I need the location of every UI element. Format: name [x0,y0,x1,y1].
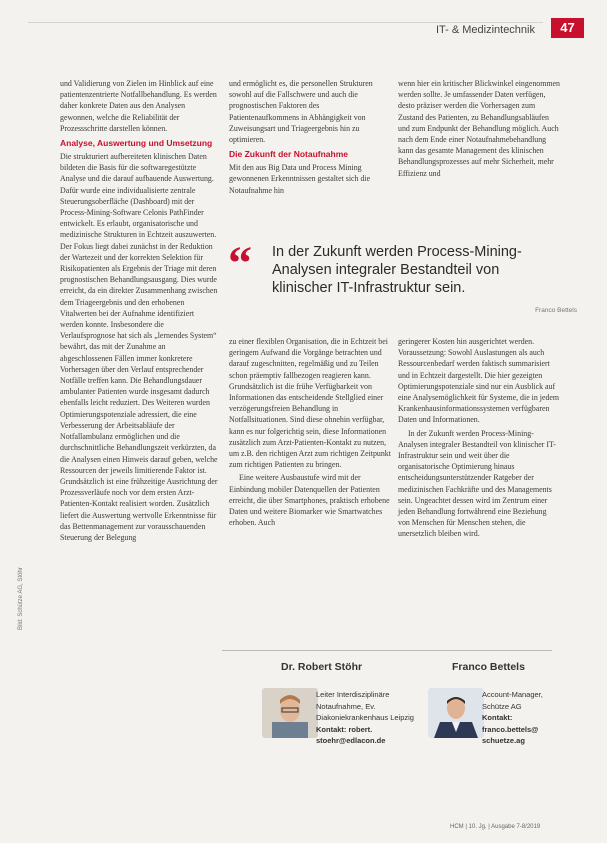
bio-text-bettels [482,689,562,747]
column-2-bottom-body2: Eine weitere Ausbaustufe wird mit der Einbindung mobiler Datenquellen der Patienten erreicht, die über Smartphones, praktisch erhobene Daten und weitere Biomarker wie Smartwatches erhoben. Auch [229,473,390,528]
quote-mark-icon: “ [228,237,252,290]
bio-contact-label-stoehr: Kontakt: robert. [316,724,373,734]
page-number-badge: 47 [551,18,584,38]
avatar-stoehr [262,688,318,738]
column-3-bottom [398,336,560,542]
pull-quote-author: Franco Bettels [535,307,577,314]
header-rule [28,22,543,23]
column-2-top-body2: Mit den aus Big Data und Process Mining gewonnenen Erkenntnissen gestaltet sich die Notaufnahme hin [229,163,371,195]
photo-credit: Bild: Schütze AG, Stöhr [18,567,24,630]
column-1 [60,78,218,545]
bio-text-stoehr [316,689,416,747]
section-label: IT- & Medizintechnik [435,24,535,36]
avatar-bettels [428,688,484,738]
bio-email-bettels-1[interactable]: franco.bettels@ [482,724,539,734]
bio-name-bettels: Franco Bettels [452,661,525,673]
column-3-bottom-body: geringerer Kosten hin ausgerichtet werden. Voraussetzung: Sowohl Auslastungen als auch Ressourcenbedarf werden faktisch summarisiert und in Echtzeit dargestellt. Die hier gezeigten Optimierungspotenziale sind nur ein Ausblick auf eine Analysemöglichkeit für Systeme, die in jedem Krankenhausinformationssystemen verfügbaren Daten und Informationen. [398,337,560,425]
pull-quote: In der Zukunft werden Process-Mining-Analysen integraler Bestandteil von klinischer IT-Infrastruktur sein. [272,244,522,296]
bio-role-bettels: Account-Manager, Schütze AG [482,690,543,711]
column-2-bottom [229,336,391,530]
column-3-top [398,78,560,181]
column-2-top-body: und ermöglicht es, die personellen Strukturen sowohl auf die Fallschwere und auch die prognostischen Faktoren des Patientenaufkommens in Abhängigkeit von Zuweisungsart und Triageergebnis hin zu optimieren. [229,79,373,145]
bio-email-stoehr[interactable]: stoehr@edlacon.de [316,736,386,745]
column-3-bottom-body2: In der Zukunft werden Process-Mining-Analysen integraler Bestandteil von klinischer IT-Infrastruktur sein und weit über die organisatorische Optimierung hinaus entscheidungsunterstützender Ratgeber der medizinischen Fachkräfte und des Managements sein. Ungeachtet dessen wird im Zentrum einer jeden Behandlung fortwährend eine Beziehung von Menschen für Menschen stehen, die unersetzlich bleiben wird. [398,428,556,539]
bio-contact-label-bettels: Kontakt: [482,713,513,722]
bio-divider [222,650,552,651]
bio-role-stoehr: Leiter Interdisziplinäre Notaufnahme, Ev. Diakoniekrankenhaus Leipzig [316,690,414,722]
bio-name-stoehr: Dr. Robert Stöhr [281,661,363,673]
column-2-heading: Die Zukunft der Notaufnahme [229,149,349,160]
column-2-bottom-body: zu einer flexiblen Organisation, die in Echtzeit bei geringem Aufwand die Vorgänge betrachten und darauf zugeschnitten, regelmäßig und zu Teilen schon präemptiv fallbezogen reagieren kann. Grundsätzlich ist die frühe Verfügbarkeit von Informationen das entscheidende Stellglied einer verzögerungsfreien Behandlung in Notfallsituationen. Sind diese ohnehin verfügbar, kann es nur folgerichtig sein, diese Informationen zusätzlich zum Arzt-Patienten-Kontakt zu nutzen, um z.B. den richtigen Arzt zum richtigen Zeitpunkt zum richtigen Patienten zu bringen. [229,337,391,470]
column-1-intro: und Validierung von Zielen im Hinblick auf eine patientenzentrierte Notfallbehandlung. Es werden daher konkrete Daten aus den Analysen gewonnen, welche die Reliabilität der Prozessschritte darstellen können. [60,79,217,133]
column-1-body: Die strukturiert aufbereiteten klinischen Daten bildeten die Basis für die softwaregestützte Analyse und die darauf aufbauende Auswertung. Dafür wurde eine individualisierte zentrale Steuerungsoberfläche (Dashboard) mit der Process-Mining-Software Celonis PathFinder entwickelt. Es erlaubt, organisatorische und medizinische Strukturen in Echtzeit auszuwerten. Der Fokus liegt dabei zunächst in der Reduktion der Wartezeit und der korrekten Selektion für Risikopatienten als Ergebnis der Triage mit deren prognostischen Behandlungsausgang. Dies wurde erreicht, da ein direkter Zusammenhang zwischen dem Triageergebnis und den erhobenen Vitalwerten bei der Aufnahme identifiziert werden konnte. Insbesondere die Verlaufsprognose hat sich als „lernendes System“ bewährt, das mit der Zunahme an abgeschlossenen Fällen immer konkretere Vorhersagen über den Verlauf entsprechender Notfälle treffen kann. Die Behandlungsdauer ambulanter Patienten wurde insgesamt dadurch ebenfalls leicht reduziert. Des Weiteren wurden Optimierungspotenziale adressiert, die eine Verbesserung der Arbeitsabläufe der Notfallambulanz ermöglichen und die durchschnittliche Behandlungszeit verkürzten, da die Analysen einen Hinweis darauf geben, welche Ressourcen der jeweils limitierende Faktor ist. Grundsätzlich ist eine frühzeitige Ausrichtung der Prozessverläufe noch vor dem ersten Arzt-Patienten-Kontakt realisiert worden. Zusätzlich liefert die Auswertung wertvolle Erkenntnisse für das Bettenmanagement zur vorausschauenden Steuerung der Belegung [60,152,218,542]
column-1-heading: Analyse, Auswertung und Umsetzung [60,138,213,149]
column-2-top [229,78,391,198]
bio-email-bettels-2[interactable]: schuetze.ag [482,736,525,745]
page-footer: HCM | 10. Jg. | Ausgabe 7-8/2019 [450,824,541,830]
column-3-top-body: wenn hier ein kritischer Blickwinkel eingenommen werden sollte. Je umfassender Daten verfügen, desto präziser werden die Vorhersagen zum Zustand des Patienten, zu Behandlungsabläufen und zum Endpunkt der Behandlung möglich. Auch nach dem Ende einer Notaufnahmebehandlung kann das gesamte Management des klinischen Behandlungsprozesses auf mehr Sicherheit, mehr Effizienz und [398,79,560,178]
